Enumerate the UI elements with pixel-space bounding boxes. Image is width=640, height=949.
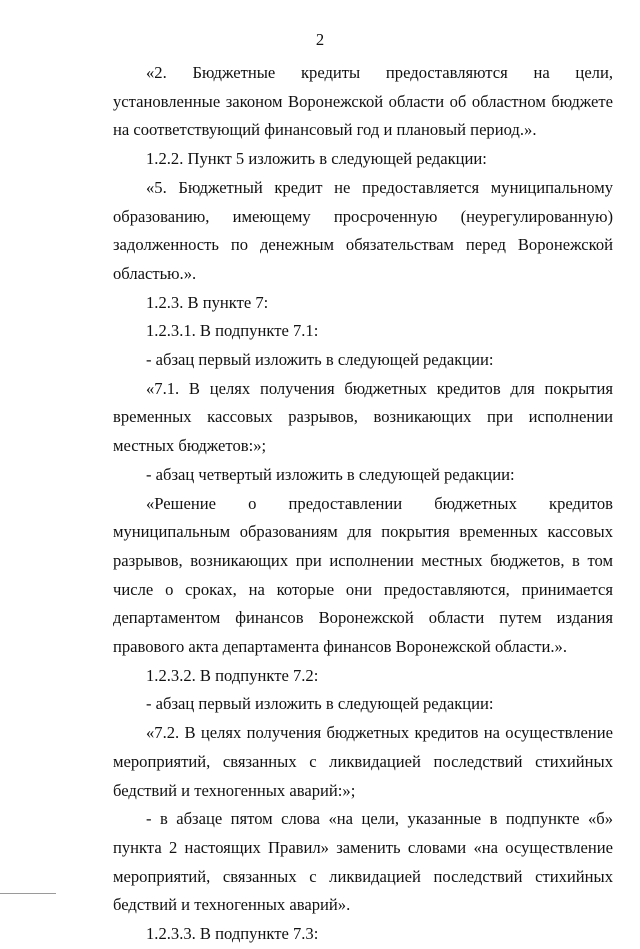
- paragraph: 1.2.2. Пункт 5 изложить в следующей редакции:: [146, 149, 487, 169]
- paragraph: 1.2.3.2. В подпункте 7.2:: [146, 665, 319, 685]
- paragraph: 1.2.3.3. В подпункте 7.3:: [146, 924, 319, 944]
- paragraph: «7.1. В целях получения бюджетных кредитов для покрытия временных кассовых разрывов, возникающих при исполнении местных бюджетов:»;: [113, 378, 613, 456]
- paragraph: - абзац первый изложить в следующей редакции:: [146, 350, 494, 370]
- paragraph: «7.2. В целях получения бюджетных кредитов на осуществление мероприятий, связанных с ликвидацией последствий стихийных бедствий и техногенных аварий:»;: [113, 723, 613, 800]
- footer-divider: [0, 893, 56, 894]
- paragraph: 1.2.3. В пункте 7:: [146, 292, 269, 312]
- paragraph: «2. Бюджетные кредиты предоставляются на цели, установленные законом Воронежской области об областном бюджете на соответствующий финансовый год и плановый период.».: [113, 63, 613, 140]
- paragraph: - в абзаце пятом слова «на цели, указанные в подпункте «б» пункта 2 настоящих Правил» заменить словами «на осуществление мероприятий, связанных с ликвидацией последствий стихийных бедствий и техногенных аварий».: [113, 809, 613, 915]
- paragraph: 1.2.3.1. В подпункте 7.1:: [146, 321, 319, 341]
- paragraph: - абзац первый изложить в следующей редакции:: [146, 694, 494, 714]
- paragraph: - абзац четвертый изложить в следующей редакции:: [146, 464, 515, 484]
- document-body: [113, 59, 613, 949]
- paragraph: «5. Бюджетный кредит не предоставляется муниципальному образованию, имеющему просроченную (неурегулированную) задолженность по денежным обязательствам перед Воронежской областью.».: [113, 177, 613, 283]
- paragraph: «Решение о предоставлении бюджетных кредитов муниципальным образованиям для покрытия временных кассовых разрывов, возникающих при исполнении местных бюджетов, в том числе о сроках, на которые они предоставляются, принимается департаментом финансов Воронежской области путем издания правового акта департамента финансов Воронежской области.».: [113, 493, 613, 657]
- page-number: 2: [315, 30, 325, 49]
